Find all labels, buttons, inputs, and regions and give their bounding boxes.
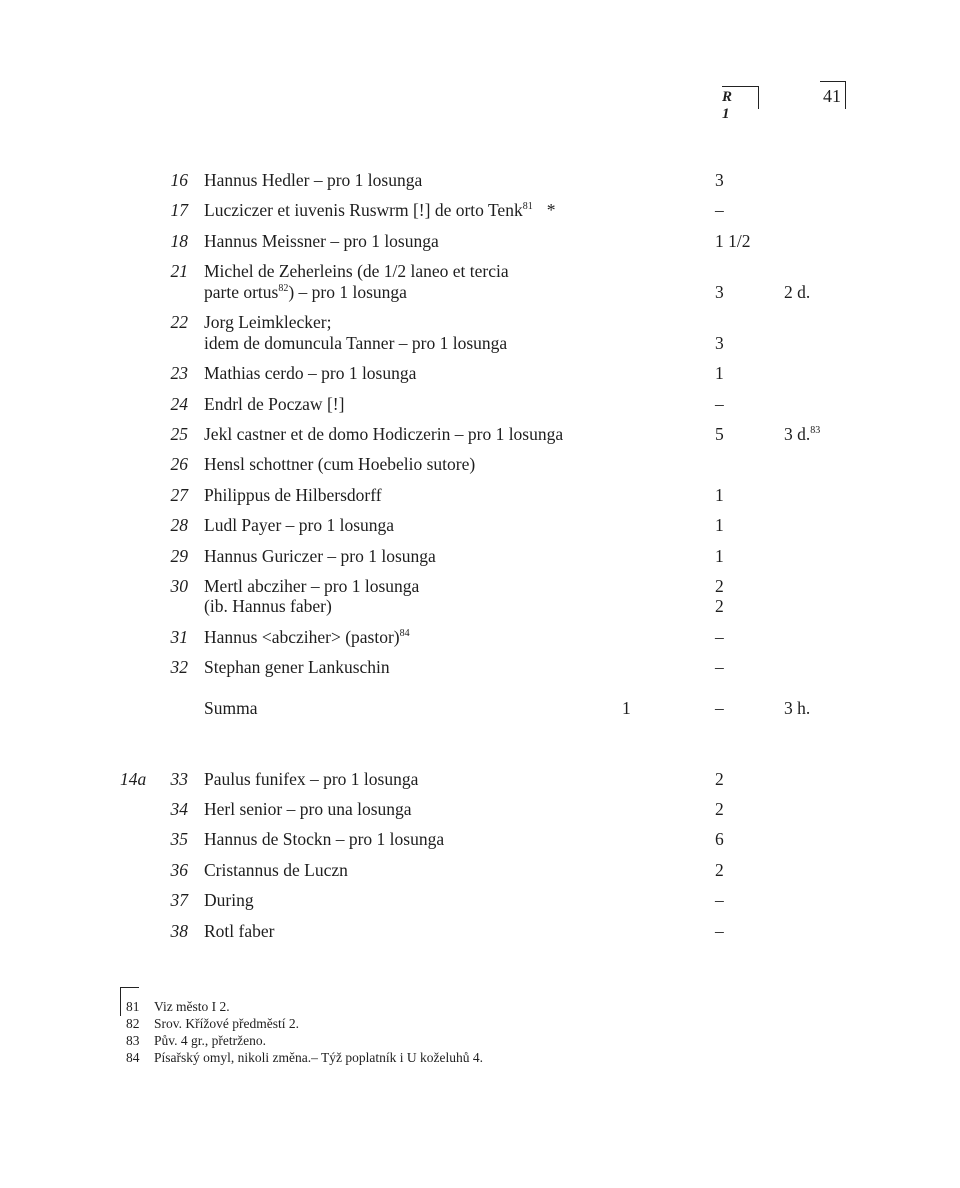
value-line: 6 bbox=[715, 829, 724, 850]
entry-line-text: Herl senior – pro una losunga bbox=[204, 799, 412, 820]
groschen-value bbox=[715, 394, 724, 415]
entry-text bbox=[204, 454, 664, 475]
tax-register-table bbox=[0, 170, 960, 951]
footnote-text: Pův. 4 gr., přetrženo. bbox=[154, 1033, 266, 1048]
entry-text bbox=[204, 485, 664, 506]
table-row bbox=[0, 698, 960, 738]
table-row bbox=[0, 231, 960, 261]
groschen-value bbox=[715, 698, 724, 719]
footnote-marker: 84 bbox=[399, 627, 410, 639]
entry-text bbox=[204, 799, 664, 820]
table-row bbox=[0, 829, 960, 859]
value-line: 5 bbox=[715, 423, 724, 444]
entry-number: 35 bbox=[170, 829, 188, 850]
entry-line bbox=[204, 170, 664, 191]
entry-line bbox=[204, 200, 664, 221]
asterisk-mark: * bbox=[546, 200, 556, 221]
entry-line-text: Stephan gener Lankuschin bbox=[204, 657, 390, 678]
table-row bbox=[0, 394, 960, 424]
entry-text bbox=[204, 394, 664, 415]
entry-line-text: parte ortus bbox=[204, 281, 279, 302]
table-row bbox=[0, 261, 960, 312]
entry-text bbox=[204, 200, 664, 221]
entry-line bbox=[204, 769, 664, 790]
folio-reference: 14a bbox=[120, 768, 147, 789]
footnote-number: 81 bbox=[126, 999, 140, 1014]
value-line: 1 bbox=[715, 484, 724, 505]
entry-line bbox=[204, 546, 664, 567]
entry-text bbox=[204, 860, 664, 881]
entry-text bbox=[204, 231, 664, 252]
entry-line-text: During bbox=[204, 890, 254, 911]
value-line: – bbox=[715, 890, 724, 911]
table-row bbox=[0, 312, 960, 363]
entry-line-text: (ib. Hannus faber) bbox=[204, 596, 332, 617]
entry-line bbox=[204, 261, 664, 282]
entry-text bbox=[204, 546, 664, 567]
entry-line bbox=[204, 799, 664, 820]
footnote-marker: 83 bbox=[810, 424, 821, 436]
entry-line bbox=[204, 312, 664, 333]
denar-value bbox=[784, 282, 810, 303]
table-row bbox=[0, 424, 960, 454]
entry-line bbox=[204, 657, 664, 678]
groschen-value bbox=[715, 170, 724, 191]
entry-line bbox=[204, 515, 664, 536]
footnote-marker: 81 bbox=[522, 201, 533, 213]
entry-line-text: Rotl faber bbox=[204, 920, 275, 941]
entry-line-text: Mertl abcziher – pro 1 losunga bbox=[204, 575, 420, 596]
entry-text bbox=[204, 515, 664, 536]
entry-number: 16 bbox=[170, 170, 188, 190]
table-row bbox=[0, 799, 960, 829]
entry-number: 27 bbox=[170, 484, 188, 505]
entry-line bbox=[204, 363, 664, 384]
table-row bbox=[0, 627, 960, 657]
entry-number: 38 bbox=[170, 920, 188, 941]
groschen-value bbox=[715, 921, 724, 942]
entry-line-text: Hannus <abcziher> (pastor) bbox=[204, 626, 400, 647]
denar-text: 3 d. bbox=[784, 423, 811, 444]
entry-line bbox=[204, 333, 664, 354]
entry-number: 32 bbox=[170, 657, 188, 678]
groschen-value bbox=[715, 333, 724, 354]
entry-number: 36 bbox=[170, 859, 188, 880]
entry-line bbox=[204, 921, 664, 942]
groschen-value bbox=[715, 576, 724, 617]
entry-text bbox=[204, 627, 664, 648]
value-line: 1 bbox=[715, 515, 724, 536]
footnote-number: 83 bbox=[126, 1033, 140, 1048]
entry-number: 28 bbox=[170, 515, 188, 536]
entry-text bbox=[204, 769, 664, 790]
footnote bbox=[126, 998, 483, 1015]
value-line: 1 1/2 bbox=[715, 230, 751, 251]
table-row bbox=[0, 860, 960, 890]
entry-line-text: Jorg Leimklecker; bbox=[204, 312, 332, 333]
groschen-value bbox=[715, 860, 724, 881]
value-line: – bbox=[715, 393, 724, 414]
value-line: 3 bbox=[715, 170, 724, 190]
table-row bbox=[0, 546, 960, 576]
value-line: 2 bbox=[715, 596, 724, 617]
entry-line bbox=[204, 485, 664, 506]
table-row bbox=[0, 890, 960, 920]
table-row bbox=[0, 485, 960, 515]
footnote-text: Písařský omyl, nikoli změna.– Týž poplatník i U koželuhů 4. bbox=[154, 1050, 483, 1065]
entry-line bbox=[204, 231, 664, 252]
value-line: – bbox=[715, 920, 724, 941]
page-number: 41 bbox=[823, 86, 841, 106]
entry-number: 18 bbox=[170, 230, 188, 251]
summa-kopa-value: 1 bbox=[622, 697, 631, 718]
entry-line-text: Michel de Zeherleins (de 1/2 laneo et tercia bbox=[204, 261, 509, 282]
entry-line bbox=[204, 576, 664, 597]
groschen-value bbox=[715, 829, 724, 850]
entry-text bbox=[204, 261, 664, 302]
table-row bbox=[0, 200, 960, 230]
groschen-value bbox=[715, 231, 751, 252]
value-line: – bbox=[715, 657, 724, 678]
table-row bbox=[0, 921, 960, 951]
entry-number: 24 bbox=[170, 393, 188, 414]
entry-line-text: Mathias cerdo – pro 1 losunga bbox=[204, 363, 417, 384]
value-line: 2 bbox=[715, 768, 724, 789]
groschen-value bbox=[715, 627, 724, 648]
entry-line bbox=[204, 829, 664, 850]
entry-number: 30 bbox=[170, 575, 188, 596]
footnotes bbox=[126, 998, 483, 1066]
entry-line-text: Cristannus de Luczn bbox=[204, 859, 348, 880]
entry-line-text: idem de domuncula Tanner – pro 1 losunga bbox=[204, 332, 508, 353]
entry-line-text: Ludl Payer – pro 1 losunga bbox=[204, 515, 395, 536]
entry-line-text: Jekl castner et de domo Hodiczerin – pro 1 losunga bbox=[204, 423, 564, 444]
entry-line bbox=[204, 860, 664, 881]
entry-line bbox=[204, 627, 664, 648]
entry-number: 17 bbox=[170, 200, 188, 221]
running-head-section: R 1 bbox=[722, 89, 735, 122]
value-line: 1 bbox=[715, 545, 724, 566]
table-row bbox=[0, 363, 960, 393]
entry-line bbox=[204, 698, 664, 719]
groschen-value bbox=[715, 515, 724, 536]
entry-line bbox=[204, 596, 664, 617]
table-row bbox=[0, 657, 960, 687]
entry-line bbox=[204, 454, 664, 475]
footnote-number: 84 bbox=[126, 1050, 140, 1065]
value-line: 3 bbox=[715, 332, 724, 353]
entry-line bbox=[204, 394, 664, 415]
footnote bbox=[126, 1049, 483, 1066]
entry-text bbox=[204, 170, 664, 191]
entry-text bbox=[204, 829, 664, 850]
groschen-value bbox=[715, 799, 724, 820]
entry-text bbox=[204, 921, 664, 942]
footnote bbox=[126, 1015, 483, 1032]
groschen-value bbox=[715, 363, 724, 384]
value-line: 2 bbox=[715, 799, 724, 820]
entry-line bbox=[204, 282, 664, 303]
running-head-section-frame bbox=[722, 86, 759, 122]
entry-text bbox=[204, 576, 664, 617]
denar-value bbox=[784, 424, 820, 445]
page-number-frame bbox=[820, 81, 846, 109]
entry-number: 29 bbox=[170, 545, 188, 566]
footnote-marker: 82 bbox=[278, 282, 289, 294]
groschen-value bbox=[715, 424, 724, 445]
value-line: – bbox=[715, 697, 724, 718]
table-row bbox=[0, 576, 960, 627]
denar-value bbox=[784, 698, 810, 719]
table-row bbox=[0, 170, 960, 200]
entry-line-text: Hannus Guriczer – pro 1 losunga bbox=[204, 545, 436, 566]
entry-line-tail: ) – pro 1 losunga bbox=[288, 281, 407, 302]
entry-text bbox=[204, 698, 664, 719]
entry-line-text: Paulus funifex – pro 1 losunga bbox=[204, 768, 419, 789]
entry-line-text: Hensl schottner (cum Hoebelio sutore) bbox=[204, 454, 476, 475]
entry-text bbox=[204, 657, 664, 678]
value-line: 2 bbox=[715, 575, 724, 596]
entry-line bbox=[204, 424, 664, 445]
groschen-value bbox=[715, 657, 724, 678]
denar-text: 3 h. bbox=[784, 697, 811, 718]
entry-number: 22 bbox=[170, 312, 188, 333]
entry-text bbox=[204, 363, 664, 384]
entry-line-text: Philippus de Hilbersdorff bbox=[204, 484, 382, 505]
value-line: – bbox=[715, 200, 724, 221]
entry-number: 34 bbox=[170, 799, 188, 820]
denar-text: 2 d. bbox=[784, 281, 811, 302]
value-line: – bbox=[715, 626, 724, 647]
footnote bbox=[126, 1032, 483, 1049]
groschen-value bbox=[715, 200, 724, 221]
footnote-text: Srov. Křížové předměstí 2. bbox=[154, 1016, 299, 1031]
entry-number: 31 bbox=[170, 626, 188, 647]
entry-number: 33 bbox=[170, 768, 188, 789]
entry-text bbox=[204, 312, 664, 353]
value-line: 2 bbox=[715, 859, 724, 880]
groschen-value bbox=[715, 546, 724, 567]
groschen-value bbox=[715, 282, 724, 303]
entry-number: 21 bbox=[170, 261, 188, 282]
table-row bbox=[0, 769, 960, 799]
footnote-text: Viz město I 2. bbox=[154, 999, 230, 1014]
entry-number: 25 bbox=[170, 423, 188, 444]
entry-line-text: Hannus Meissner – pro 1 losunga bbox=[204, 230, 439, 251]
entry-text bbox=[204, 890, 664, 911]
entry-number: 26 bbox=[170, 454, 188, 475]
entry-line-text: Hannus de Stockn – pro 1 losunga bbox=[204, 829, 445, 850]
footnote-number: 82 bbox=[126, 1016, 140, 1031]
entry-line-text: Endrl de Poczaw [!] bbox=[204, 393, 345, 414]
table-row bbox=[0, 454, 960, 484]
table-row bbox=[0, 515, 960, 545]
value-line: 1 bbox=[715, 363, 724, 384]
entry-number: 23 bbox=[170, 363, 188, 384]
entry-line-text: Summa bbox=[204, 697, 258, 718]
entry-number: 37 bbox=[170, 890, 188, 911]
entry-line-text: Lucziczer et iuvenis Ruswrm [!] de orto Tenk bbox=[204, 200, 523, 221]
value-line: 3 bbox=[715, 281, 724, 302]
entry-line-text: Hannus Hedler – pro 1 losunga bbox=[204, 170, 423, 190]
groschen-value bbox=[715, 769, 724, 790]
entry-line bbox=[204, 890, 664, 911]
groschen-value bbox=[715, 485, 724, 506]
groschen-value bbox=[715, 890, 724, 911]
entry-text bbox=[204, 424, 664, 445]
